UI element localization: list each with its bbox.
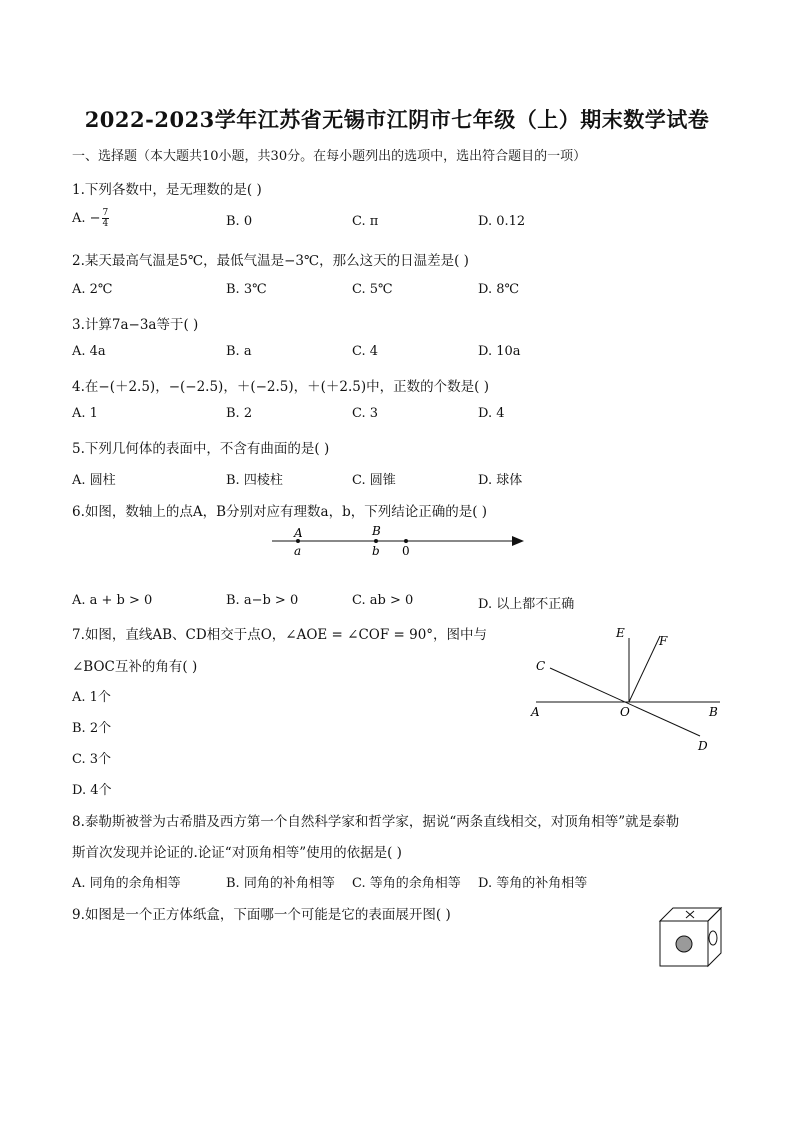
label-e: E <box>616 626 625 640</box>
question-8-stem-line2: 斯首次发现并论证的.论证“对顶角相等”使用的依据是( ) <box>72 845 402 861</box>
question-6-option-b: B. a−b > 0 <box>226 593 299 608</box>
question-9-stem: 9.如图是一个正方体纸盒，下面哪一个可能是它的表面展开图( ) <box>72 907 451 923</box>
question-2-option-b: B. 3℃ <box>226 282 267 297</box>
question-8-option-d: D. 等角的补角相等 <box>478 876 588 891</box>
question-7-option-c: C. 3个 <box>72 752 112 767</box>
question-4-option-c: C. 3 <box>352 406 379 421</box>
question-5-option-a: A. 圆柱 <box>72 473 116 488</box>
question-2-option-d: D. 8℃ <box>478 282 520 297</box>
question-1-option-c: C. π <box>352 214 379 229</box>
cube-right-face <box>708 908 721 966</box>
question-6-option-d: D. 以上都不正确 <box>478 597 575 612</box>
question-3-option-d: D. 10a <box>478 344 521 359</box>
zero-label: 0 <box>402 544 410 558</box>
point-a-label: A <box>294 526 303 540</box>
question-1-option-d: D. 0.12 <box>478 214 526 229</box>
question-7-option-a: A. 1个 <box>72 690 111 705</box>
question-5-option-c: C. 圆锥 <box>352 473 396 488</box>
question-2-option-a: A. 2℃ <box>72 282 113 297</box>
section-heading: 一、选择题（本大题共10小题，共30分。在每小题列出的选项中，选出符合题目的一项） <box>72 149 587 164</box>
question-2-stem: 2.某天最高气温是5℃，最低气温是−3℃，那么这天的日温差是( ) <box>72 253 469 269</box>
label-o: O <box>620 705 630 719</box>
value-a-label: a <box>294 544 302 558</box>
point-b-label: B <box>372 524 381 538</box>
question-5-option-b: B. 四棱柱 <box>226 473 283 488</box>
question-5-stem: 5.下列几何体的表面中，不含有曲面的是( ) <box>72 441 330 457</box>
filled-circle-icon <box>676 936 692 952</box>
label-b: B <box>709 705 718 719</box>
question-1-option-a: A. − $\frac{7}{4}$ <box>72 208 109 229</box>
question-3-option-c: C. 4 <box>352 344 379 359</box>
question-6-option-c: C. ab > 0 <box>352 593 414 608</box>
question-3-option-b: B. a <box>226 344 252 359</box>
question-1-option-b: B. 0 <box>226 214 253 229</box>
question-8-option-c: C. 等角的余角相等 <box>352 876 461 891</box>
question-6-option-a: A. a + b > 0 <box>72 593 153 608</box>
question-8-option-b: B. 同角的补角相等 <box>226 876 335 891</box>
question-7-option-d: D. 4个 <box>72 783 112 798</box>
question-4-option-d: D. 4 <box>478 406 505 421</box>
value-b-label: b <box>372 544 380 558</box>
question-7-stem-line1: 7.如图，直线AB、CD相交于点O，∠AOE = ∠COF = 90°，图中与 <box>72 627 488 643</box>
question-1-stem: 1.下列各数中，是无理数的是( ) <box>72 182 262 198</box>
question-8-stem-line1: 8.泰勒斯被誉为古希腊及西方第一个自然科学家和哲学家，据说“两条直线相交，对顶角相等”就是泰勒 <box>72 814 680 830</box>
question-5-option-d: D. 球体 <box>478 473 523 488</box>
label-c: C <box>536 659 546 673</box>
question-6-stem: 6.如图，数轴上的点A，B分别对应有理数a，b，下列结论正确的是( ) <box>72 504 488 520</box>
label-f: F <box>659 634 668 648</box>
label-a: A <box>531 705 540 719</box>
question-2-option-c: C. 5℃ <box>352 282 393 297</box>
question-4-option-a: A. 1 <box>72 406 98 421</box>
page-title: 2022-2023学年江苏省无锡市江阴市七年级（上）期末数学试卷 <box>84 107 710 132</box>
question-3-stem: 3.计算7a−3a等于( ) <box>72 317 199 333</box>
question-7-stem-line2: ∠BOC互补的角有( ) <box>72 659 198 675</box>
fraction: $\frac{7}{4}$ <box>102 208 109 229</box>
question-4-stem: 4.在−(＋2.5)，−(−2.5)，＋(−2.5)，＋(＋2.5)中，正数的个数是( ) <box>72 379 489 395</box>
question-3-option-a: A. 4a <box>72 344 106 359</box>
label-d: D <box>698 739 708 753</box>
question-4-option-b: B. 2 <box>226 406 253 421</box>
hollow-circle-icon <box>709 931 717 945</box>
question-8-option-a: A. 同角的余角相等 <box>72 876 181 891</box>
question-7-option-b: B. 2个 <box>72 721 112 736</box>
